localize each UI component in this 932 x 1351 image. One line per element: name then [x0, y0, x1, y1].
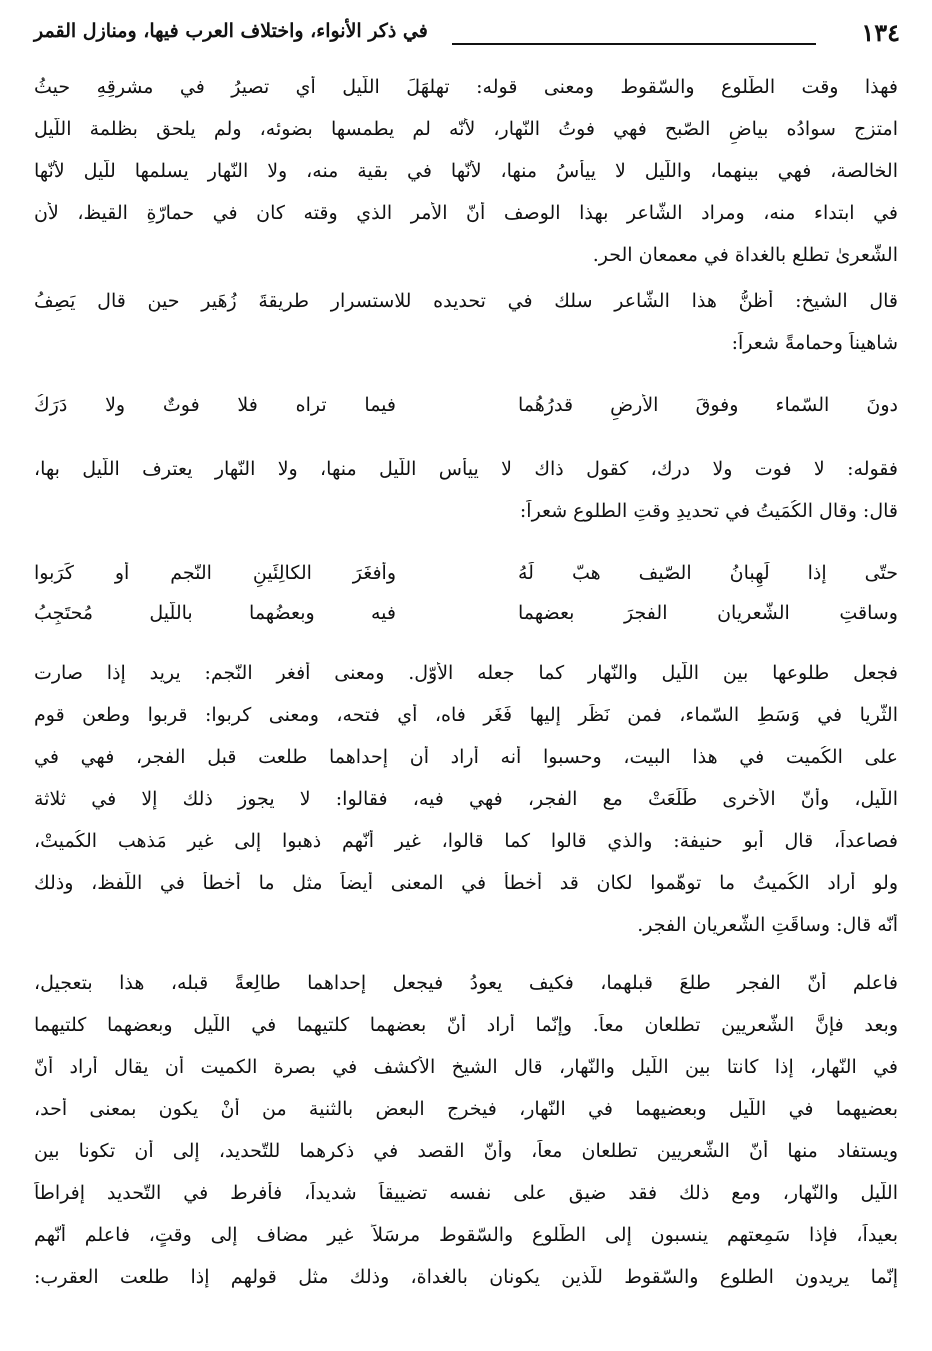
running-title: في ذكر الأنواء، واختلاف العرب فيها، ومنازل القمر: [34, 20, 428, 42]
text-line: بعيداً، فإذا سَمِعتهم ينسبون إلى الطّلوع والسّقوط مرسَلاً غير مضاف إلى وقتٍ، فاعلم أنّهم: [34, 1224, 898, 1246]
text-line: ولو أراد الكُميتُ ما توهّموا لكان قد أخطأ في المعنى أيضاً مثل ما أخطأ في اللّفظ، وذلك: [34, 872, 898, 894]
verse-second-hemistich: فيما تراه فلا فوتٌ ولا دَرَكُ: [34, 394, 396, 416]
text-line: على الكُميت في هذا البيت، وحسبوا أنه أراد أن إحداهما طلعت قبل الفجر، فهي في: [34, 746, 898, 768]
text-line: في ابتداء منه، ومراد الشّاعر بهذا الوصف أنّ الأمر الذي وقته كان في حمارّةِ القيظ، لأن: [34, 202, 898, 224]
text-line: بعضيهما في اللّيل وبعضيهما في النّهار، فيخرج البعض بالثنية من أنْ يكون بمعنى أحد،: [34, 1098, 898, 1120]
header-rule: [452, 43, 816, 45]
text-line: شاهيناً وحمامةً شعراً:: [731, 332, 898, 354]
text-line: فقوله: لا فوت ولا درك، كقول ذاك لا ييأس اللّيل منها، ولا النّهار يعترف اللّيل بها،: [34, 458, 898, 480]
text-line: إنّما يريدون الطلوع والسّقوط للّذين يكونان بالغداة، وذلك مثل قولهم إذا طلعت العقرب:: [34, 1266, 898, 1288]
page-number: ١٣٤: [861, 18, 900, 47]
text-line: وبعد فإنَّ الشّعريين تطلعان معاً. وإنّما أراد أنّ بعضهما كلتيهما في اللّيل وبعضهما كلتيهما: [34, 1014, 898, 1036]
text-line: فهذا وقت الطّلوع والسّقوط ومعنى قوله: تهلهَلَ اللّيل أي تصيرُ في مشرقِهِ حيثُ: [34, 76, 898, 98]
text-line: فاعلم أنّ الفجر طلعَ قبلهما، فكيف يعودُ فيجعل إحداهما طالِعةً قبله، هذا بتعجيل،: [34, 972, 898, 994]
text-line: ويستفاد منها أنّ الشّعريين تطلعان معاً، وأنّ القصد في ذكرهما للتّحديد، إلى أن تكونا بين: [34, 1140, 898, 1162]
text-line: قال الشيخ: أظنُّ هذا الشّاعر سلك في تحديده للاستسرار طريقةَ زُهَير حين قال يَصِفُ: [34, 290, 898, 312]
text-line: اللّيل والنّهار، ومع ذلك فقد ضيق على نفسه تضييقاً شديداً، فأفرط في التّحديد إفراطاً: [34, 1182, 898, 1204]
verse-first-hemistich: دونَ السّماء وفوقَ الأرضِ قدرُهُما: [518, 394, 898, 416]
verse-first-hemistich: وساقتِ الشّعريان الفجرَ بعضهما: [518, 602, 898, 624]
text-line: قال: وقال الكُمَيتُ في تحديدِ وقتِ الطلوع شعراً:: [519, 500, 898, 522]
text-line: أنّه قال: وساقَتِ الشّعريان الفجر.: [637, 914, 898, 936]
text-line: اللّيل، وأنّ الأخرى طَلَعَتْ مع الفجر، فهي فيه، فقالوا: لا يجوز ذلك إلا في ثلاثة: [34, 788, 898, 810]
text-line: الثّريا في وَسَطِ السّماء، فمن نَظَر إليها فَغَر فاه، أي فتحه، ومعنى كربوا: قربوا وطعن قوم: [34, 704, 898, 726]
running-header: [34, 18, 900, 50]
text-line: امتزج سوادُه بياضِ الصّبح فهي فوتُ النّهار، لأنّه لم يطمسها بضوئه، ولم يلحق بظلمة اللّيل: [34, 118, 898, 140]
text-line: فصاعداً، قال أبو حنيفة: والذي قالوا كما قالوا، غير أنّهم ذهبوا إلى غير مَذهب الكُميتْ،: [34, 830, 898, 852]
text-line: فجعل طلوعها بين اللّيل والنّهار كما جعله الأوّل. ومعنى أفغر النّجم: يريد إذا صارت: [34, 662, 898, 684]
verse-first-hemistich: حتّى إذا لَهِبانُ الصّيف هبّ لَهُ: [518, 562, 898, 584]
verse-second-hemistich: وأفغَرَ الكالِئَينِ النّجم أو كَرَبوا: [34, 562, 396, 584]
text-line: الشّعرىٰ تطلع بالغداة في معمعان الحر.: [592, 244, 898, 266]
text-line: في النّهار، إذا كانتا بين اللّيل والنّهار، قال الشيخ الأكشف في بصرة الكميت أن يقال أراد أنّ: [34, 1056, 898, 1078]
verse-second-hemistich: فيه وبعضُهما باللّيل مُحتَجِبُ: [34, 602, 396, 624]
text-line: الخالصة، فهي بينهما، واللّيل لا ييأسُ منها، لأنّها في بقية منه، ولا النّهار يسلمها للّيل لأنّها: [34, 160, 898, 182]
